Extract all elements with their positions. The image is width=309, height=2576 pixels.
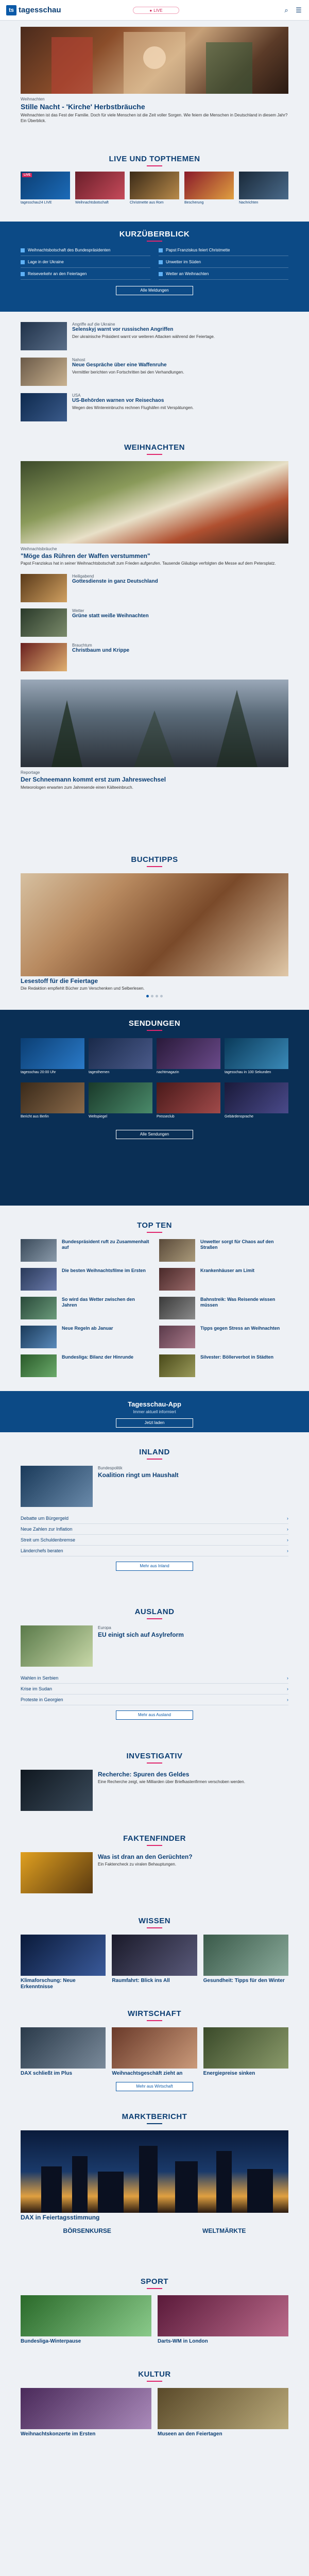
sendung-label: Bericht aus Berlin <box>21 1114 49 1118</box>
wissen-section <box>21 1917 288 1990</box>
sport-item[interactable] <box>158 2295 288 2345</box>
topten-headline: Unwetter sorgt für Chaos auf den Straßen <box>200 1239 274 1250</box>
hero-article[interactable] <box>21 27 288 124</box>
inland-lead-topline: Bundespolitik <box>98 1466 123 1470</box>
chevron-right-icon: › <box>287 1516 288 1521</box>
xmas-big-topline: Reportage <box>21 770 40 775</box>
sendung-item[interactable] <box>225 1038 288 1075</box>
topten-list <box>21 1239 288 1377</box>
topten-thumb <box>159 1268 195 1291</box>
topten-headline: So wird das Wetter zwischen den Jahren <box>62 1297 135 1308</box>
topten-thumb <box>159 1326 195 1348</box>
kurzueberblick-section <box>0 222 309 312</box>
kurz-item-label: Weihnachtsbotschaft des Bundespräsidenten <box>28 248 111 252</box>
weihnachten-section <box>21 443 288 790</box>
live-item[interactable] <box>184 172 234 206</box>
ausland-lead-image <box>21 1625 93 1667</box>
topten-headline: Krankenhäuser am Limit <box>200 1268 255 1273</box>
buchtipps-teaser: Die Redaktion empfiehlt Bücher zum Verschenken und Selberlesen. <box>21 986 145 991</box>
live-item[interactable] <box>21 172 70 206</box>
wissen-headline: Gesundheit: Tipps für den Winter <box>203 1978 285 1984</box>
sendung-item[interactable] <box>21 1082 84 1120</box>
ausland-title: AUSLAND <box>21 1607 288 1619</box>
kultur-headline: Weihnachtskonzerte im Ersten <box>21 2431 96 2437</box>
chevron-right-icon: › <box>287 1527 288 1532</box>
topten-item[interactable] <box>21 1326 150 1348</box>
topten-headline: Silvester: Böllerverbot in Städten <box>200 1354 274 1360</box>
sport-image <box>21 2295 151 2336</box>
wirtschaft-list <box>21 2027 288 2077</box>
ausland-lead-topline: Europa <box>98 1625 111 1630</box>
buchtipps-title: BUCHTIPPS <box>21 855 288 867</box>
promo-title: Tagesschau-App <box>128 1400 181 1408</box>
live-item-label: Bescherung <box>184 201 204 205</box>
ausland-link[interactable] <box>21 1684 288 1694</box>
wissen-item[interactable] <box>112 1935 197 1990</box>
faktenfinder-title: FAKTENFINDER <box>21 1834 288 1846</box>
topten-thumb <box>159 1239 195 1262</box>
xmas-big-teaser: Meteorologen erwarten zum Jahresende einen Kälteeinbruch. <box>21 785 133 790</box>
ausland-lead[interactable] <box>21 1625 288 1667</box>
live-item-label: Weihnachtsbotschaft <box>75 201 109 205</box>
faktenfinder-image <box>21 1852 93 1893</box>
news-thumb <box>21 393 67 421</box>
faktenfinder-section <box>21 1834 288 1893</box>
sendung-label: tagesschau 20:00 Uhr <box>21 1071 56 1074</box>
kurz-item[interactable] <box>21 248 150 256</box>
live-section-title: LIVE UND TOPTHEMEN <box>21 155 288 166</box>
header-icons <box>282 6 303 14</box>
markt-image <box>21 2130 288 2213</box>
topten-thumb <box>21 1239 57 1262</box>
live-item-image <box>184 172 234 199</box>
news-teaser: Wegen des Wintereinbruchs rechnen Flughäfen mit Verspätungen. <box>72 405 194 410</box>
buchtipps-image <box>21 873 288 976</box>
sport-headline: Bundesliga-Winterpause <box>21 2338 81 2344</box>
ausland-lead-headline[interactable]: EU einigt sich auf Asylreform <box>98 1631 184 1638</box>
sport-list <box>21 2295 288 2345</box>
news-topline: Angriffe auf die Ukraine <box>72 322 115 327</box>
live-label: LIVE <box>153 8 163 13</box>
wissen-image <box>21 1935 106 1976</box>
app-promo <box>0 1391 309 1432</box>
carousel-dots[interactable] <box>21 995 288 997</box>
xmas-thumb <box>21 643 67 671</box>
promo-button[interactable]: Jetzt laden <box>116 1418 193 1428</box>
ausland-link[interactable] <box>21 1673 288 1684</box>
live-item-image <box>21 172 70 199</box>
kultur-list <box>21 2388 288 2437</box>
inland-link[interactable] <box>21 1535 288 1546</box>
buchtipps-section <box>21 855 288 997</box>
kurz-item[interactable] <box>159 272 288 280</box>
inland-lead[interactable] <box>21 1466 288 1507</box>
weltmaerkte-link[interactable]: WELTMÄRKTE <box>202 2227 246 2235</box>
live-item[interactable] <box>130 172 179 206</box>
boersenkurse-link[interactable]: BÖRSENKURSE <box>63 2227 111 2235</box>
kurz-item-label: Unwetter im Süden <box>166 260 201 264</box>
topten-headline: Neue Regeln ab Januar <box>62 1326 113 1331</box>
topten-thumb <box>21 1297 57 1319</box>
wirtschaft-image <box>21 2027 106 2069</box>
inland-section <box>21 1448 288 1571</box>
ausland-link-label: Proteste in Georgien <box>21 1697 63 1702</box>
sendung-image <box>157 1082 220 1113</box>
wissen-title: WISSEN <box>21 1917 288 1928</box>
live-item-image <box>239 172 288 199</box>
kurz-all-button[interactable]: Alle Meldungen <box>116 286 193 295</box>
wirtschaft-title: WIRTSCHAFT <box>21 2009 288 2021</box>
wissen-image <box>203 1935 288 1976</box>
kultur-section <box>21 2370 288 2437</box>
ausland-link-label: Wahlen in Serbien <box>21 1675 59 1681</box>
wissen-headline: Klimaforschung: Neue Erkenntnisse <box>21 1978 76 1990</box>
sendung-image <box>21 1038 84 1069</box>
investigativ-title: INVESTIGATIV <box>21 1752 288 1764</box>
xmas-item-headline[interactable]: Gottesdienste in ganz Deutschland <box>72 579 158 585</box>
sendung-image <box>225 1082 288 1113</box>
investigativ-image <box>21 1770 93 1811</box>
wirtschaft-section <box>21 2009 288 2091</box>
news-headline[interactable]: Selenskyj warnt vor russischen Angriffen <box>72 327 174 332</box>
news-item[interactable] <box>21 393 288 421</box>
chevron-right-icon: › <box>287 1686 288 1691</box>
news-teaser: Vermittler berichten von Fortschritten bei den Verhandlungen. <box>72 370 184 375</box>
inland-link[interactable] <box>21 1524 288 1535</box>
topten-thumb <box>159 1297 195 1319</box>
topten-thumb <box>159 1354 195 1377</box>
hero-headline[interactable]: Stille Nacht - 'Kirche' Herbstbräuche <box>21 103 145 111</box>
topten-thumb <box>21 1326 57 1348</box>
wirtschaft-image <box>112 2027 197 2069</box>
topten-item[interactable] <box>159 1268 288 1291</box>
live-list <box>21 172 288 206</box>
inland-lead-headline[interactable]: Koalition ringt um Haushalt <box>98 1471 179 1479</box>
sport-headline: Darts-WM in London <box>158 2338 208 2344</box>
live-item-image <box>75 172 125 199</box>
inland-link-label: Länderchefs beraten <box>21 1548 63 1553</box>
ausland-link-label: Krise im Sudan <box>21 1686 53 1691</box>
hero-topline: Weihnachten <box>21 97 45 101</box>
kurz-item-label: Papst Franziskus feiert Christmette <box>166 248 230 252</box>
wirtschaft-item[interactable] <box>203 2027 288 2077</box>
sendung-item[interactable] <box>157 1038 220 1075</box>
xmas-item[interactable] <box>21 574 288 602</box>
hero-graphic <box>21 27 288 94</box>
sport-section <box>21 2277 288 2345</box>
xmas-lead-topline: Weihnachtsbräuche <box>21 547 57 551</box>
investigativ-item[interactable] <box>21 1770 288 1811</box>
sendung-image <box>89 1038 152 1069</box>
live-section <box>21 155 288 206</box>
kurz-title: KURZÜBERBLICK <box>21 230 288 242</box>
xmas-lead-headline[interactable]: "Möge das Rühren der Waffen verstummen" <box>21 552 150 560</box>
topten-item[interactable] <box>159 1326 288 1348</box>
kurz-item-label: Wetter an Weihnachten <box>166 272 209 276</box>
xmas-lead-image <box>21 461 288 544</box>
chevron-right-icon: › <box>287 1548 288 1553</box>
chevron-right-icon: › <box>287 1675 288 1681</box>
kurz-list <box>21 248 288 280</box>
topten-thumb <box>21 1268 57 1291</box>
news-headline[interactable]: US-Behörden warnen vor Reisechaos <box>72 398 164 403</box>
wirtschaft-headline: DAX schließt im Plus <box>21 2071 73 2076</box>
investigativ-headline[interactable]: Recherche: Spuren des Geldes <box>98 1771 190 1778</box>
topten-item[interactable] <box>159 1297 288 1319</box>
faktenfinder-item[interactable] <box>21 1852 288 1893</box>
inland-link[interactable] <box>21 1513 288 1524</box>
wirtschaft-headline: Weihnachtsgeschäft zieht an <box>112 2071 183 2076</box>
topten-headline: Die besten Weihnachtsfilme im Ersten <box>62 1268 146 1273</box>
bullet-icon <box>159 260 163 264</box>
xmas-item-topline: Brauchtum <box>72 643 92 648</box>
faktenfinder-headline[interactable]: Was ist dran an den Gerüchten? <box>98 1853 193 1860</box>
wirtschaft-more-button[interactable]: Mehr aus Wirtschaft <box>116 2082 193 2091</box>
sendung-label: Presseclub <box>157 1114 175 1118</box>
kurz-item-label: Lage in der Ukraine <box>28 260 64 264</box>
wissen-headline: Raumfahrt: Blick ins All <box>112 1978 170 1984</box>
xmas-item-topline: Heiligabend <box>72 574 94 579</box>
xmas-thumb <box>21 608 67 637</box>
inland-title: INLAND <box>21 1448 288 1460</box>
kultur-image <box>158 2388 288 2429</box>
news-thumb <box>21 322 67 350</box>
sendung-label: Gebärdensprache <box>225 1114 254 1118</box>
tree-graphic <box>21 680 288 767</box>
news-item[interactable] <box>21 322 288 350</box>
ausland-link[interactable] <box>21 1694 288 1705</box>
investigativ-section <box>21 1752 288 1811</box>
topten-headline: Tipps gegen Stress an Weihnachten <box>200 1326 280 1331</box>
skyline-graphic <box>21 2130 288 2213</box>
kultur-item[interactable] <box>158 2388 288 2437</box>
bullet-icon <box>21 260 25 264</box>
search-icon[interactable]: ⌕ <box>284 6 288 14</box>
topten-headline: Bundesliga: Bilanz der Hinrunde <box>62 1354 134 1360</box>
sendung-item[interactable] <box>225 1082 288 1120</box>
buchtipps-headline[interactable]: Lesestoff für die Feiertage <box>21 977 98 985</box>
wirtschaft-item[interactable] <box>21 2027 106 2077</box>
site-header <box>0 0 309 21</box>
kultur-title: KULTUR <box>21 2370 288 2382</box>
sport-title: SPORT <box>21 2277 288 2289</box>
sendung-image <box>89 1082 152 1113</box>
weihnachten-title: WEIHNACHTEN <box>21 443 288 455</box>
ausland-list <box>21 1673 288 1705</box>
bullet-icon <box>159 272 163 276</box>
kultur-headline: Museen an den Feiertagen <box>158 2431 222 2437</box>
wissen-list <box>21 1935 288 1990</box>
xmas-lead-teaser: Papst Franziskus hat in seiner Weihnachtsbotschaft zum Frieden aufgerufen. Tausende Gläubige verfolgten die Messe auf dem Petersplatz. <box>21 561 276 566</box>
xmas-big-headline[interactable]: Der Schneemann kommt erst zum Jahreswechsel <box>21 776 166 784</box>
kurz-item-label: Reiseverkehr an den Feiertagen <box>28 272 87 276</box>
topten-item[interactable] <box>21 1297 150 1319</box>
live-badge: LIVE <box>22 173 32 177</box>
xmas-item[interactable] <box>21 643 288 671</box>
wissen-item[interactable] <box>203 1935 288 1990</box>
wirtschaft-item[interactable] <box>112 2027 197 2077</box>
topten-title: TOP TEN <box>21 1221 288 1233</box>
topten-item[interactable] <box>159 1354 288 1377</box>
bullet-icon <box>21 272 25 276</box>
xmas-list <box>21 574 288 671</box>
sendung-image <box>157 1038 220 1069</box>
inland-link-label: Debatte um Bürgergeld <box>21 1516 69 1521</box>
live-button[interactable] <box>133 7 179 14</box>
logo[interactable] <box>6 5 61 15</box>
wissen-image <box>112 1935 197 1976</box>
live-item-label: Christmette aus Rom <box>130 201 164 205</box>
news-topline: USA <box>72 393 81 398</box>
xmas-big-image <box>21 680 288 767</box>
news-headline[interactable]: Neue Gespräche über eine Waffenruhe <box>72 362 167 368</box>
logo-mark: ts <box>6 5 16 15</box>
sendung-label: nachtmagazin <box>157 1071 179 1074</box>
live-item-label: tagesschau24 LIVE <box>21 201 52 205</box>
sendungen-title: SENDUNGEN <box>21 1019 288 1031</box>
ausland-more-button[interactable]: Mehr aus Ausland <box>116 1710 193 1720</box>
sendung-label: tagesthemen <box>89 1071 110 1074</box>
news-topline: Nahost <box>72 358 85 362</box>
markt-headline[interactable]: DAX in Feiertagsstimmung <box>21 2214 100 2221</box>
sendungen-section <box>0 1010 309 1206</box>
kurz-item[interactable] <box>159 248 288 256</box>
topten-thumb <box>21 1354 57 1377</box>
sendung-item[interactable] <box>157 1082 220 1120</box>
inland-link-label: Streit um Schuldenbremse <box>21 1537 76 1543</box>
live-item[interactable] <box>239 172 288 206</box>
wissen-item[interactable] <box>21 1935 106 1990</box>
bullet-icon <box>21 248 25 252</box>
bullet-icon <box>159 248 163 252</box>
news-list <box>21 322 288 421</box>
live-item-image <box>130 172 179 199</box>
promo-text: Immer aktuell informiert <box>133 1410 176 1414</box>
sendung-item[interactable] <box>89 1038 152 1075</box>
inland-link[interactable] <box>21 1546 288 1556</box>
live-item[interactable] <box>75 172 125 206</box>
marktbericht-section <box>21 2112 288 2234</box>
hero-image <box>21 27 288 94</box>
xmas-item-headline[interactable]: Christbaum und Krippe <box>72 648 130 654</box>
topten-headline: Bahnstreik: Was Reisende wissen müssen <box>200 1297 276 1308</box>
menu-icon[interactable]: ☰ <box>296 6 302 14</box>
kurz-item[interactable] <box>21 272 150 280</box>
wirtschaft-image <box>203 2027 288 2069</box>
kurz-item[interactable] <box>159 260 288 268</box>
markt-title: MARKTBERICHT <box>21 2112 288 2124</box>
ausland-section <box>21 1607 288 1720</box>
chevron-right-icon: › <box>287 1697 288 1702</box>
sendung-image <box>225 1038 288 1069</box>
topten-item[interactable] <box>21 1239 150 1262</box>
kurz-item[interactable] <box>21 260 150 268</box>
topten-section <box>21 1221 288 1377</box>
live-dot-icon: ● <box>149 8 152 13</box>
sendung-image <box>21 1082 84 1113</box>
sendung-label: tagesschau in 100 Sekunden <box>225 1071 271 1074</box>
chevron-right-icon: › <box>287 1537 288 1543</box>
news-teaser: Der ukrainische Präsident warnt vor weiteren Attacken während der Feiertage. <box>72 334 215 339</box>
faktenfinder-teaser: Ein Faktencheck zu viralen Behauptungen. <box>98 1862 177 1867</box>
sendung-item[interactable] <box>21 1038 84 1075</box>
news-thumb <box>21 358 67 386</box>
xmas-item-topline: Wetter <box>72 608 84 614</box>
sport-image <box>158 2295 288 2336</box>
sport-item[interactable] <box>21 2295 151 2345</box>
news-item[interactable] <box>21 358 288 386</box>
wirtschaft-headline: Energiepreise sinken <box>203 2071 255 2076</box>
xmas-item-headline[interactable]: Grüne statt weiße Weihnachten <box>72 613 149 619</box>
sendung-label: Weltspiegel <box>89 1114 108 1118</box>
markt-tabs <box>21 2227 288 2234</box>
topten-headline: Bundespräsident ruft zu Zusammenhalt auf <box>62 1239 149 1250</box>
inland-more-button[interactable]: Mehr aus Inland <box>116 1562 193 1571</box>
inland-link-label: Neue Zahlen zur Inflation <box>21 1527 73 1532</box>
xmas-item[interactable] <box>21 608 288 637</box>
kultur-item[interactable] <box>21 2388 151 2437</box>
topten-item[interactable] <box>159 1239 288 1262</box>
investigativ-teaser: Eine Recherche zeigt, wie Milliarden über Briefkastenfirmen verschoben werden. <box>98 1780 245 1785</box>
sendung-item[interactable] <box>89 1082 152 1120</box>
inland-lead-image <box>21 1466 93 1507</box>
hero-teaser: Weihnachten ist das Fest der Familie. Doch für viele Menschen ist die Zeit voller Sorgen. Wie feiern die Menschen in Deutschland in diesem Jahr? Ein Überblick. <box>21 112 288 123</box>
inland-list <box>21 1513 288 1556</box>
xmas-thumb <box>21 574 67 602</box>
sendungen-grid <box>21 1038 288 1120</box>
topten-item[interactable] <box>21 1268 150 1291</box>
kultur-image <box>21 2388 151 2429</box>
live-item-label: Nachrichten <box>239 201 259 205</box>
topten-item[interactable] <box>21 1354 150 1377</box>
logo-text: tagesschau <box>19 6 61 14</box>
sendungen-all-button[interactable]: Alle Sendungen <box>116 1130 193 1139</box>
